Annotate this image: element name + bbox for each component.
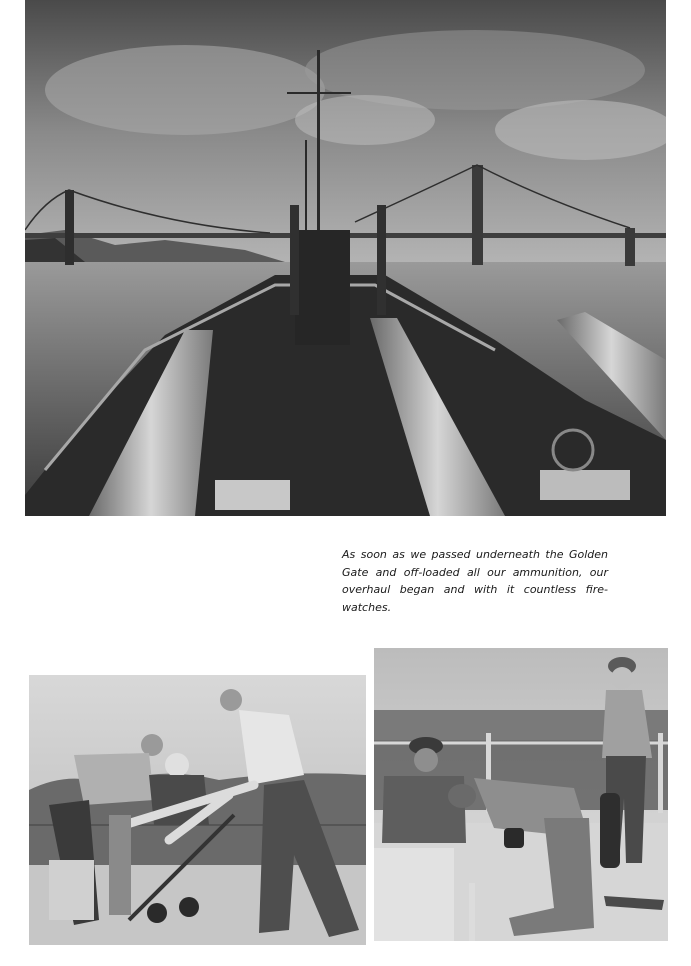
- photo-sailors-fire-watch-illustration: [374, 648, 668, 941]
- caption-text: As soon as we passed underneath the Golden Gate and off-loaded all our ammunition, our overhaul began and with it countless fire-watches.: [342, 548, 608, 614]
- photo-sailors-cylinders: [29, 675, 366, 945]
- photo-golden-gate-bow-illustration: [25, 0, 666, 516]
- photo-golden-gate-bow: [25, 0, 666, 516]
- photo-sailors-fire-watch: [374, 648, 668, 941]
- photo-sailors-cylinders-illustration: [29, 675, 366, 945]
